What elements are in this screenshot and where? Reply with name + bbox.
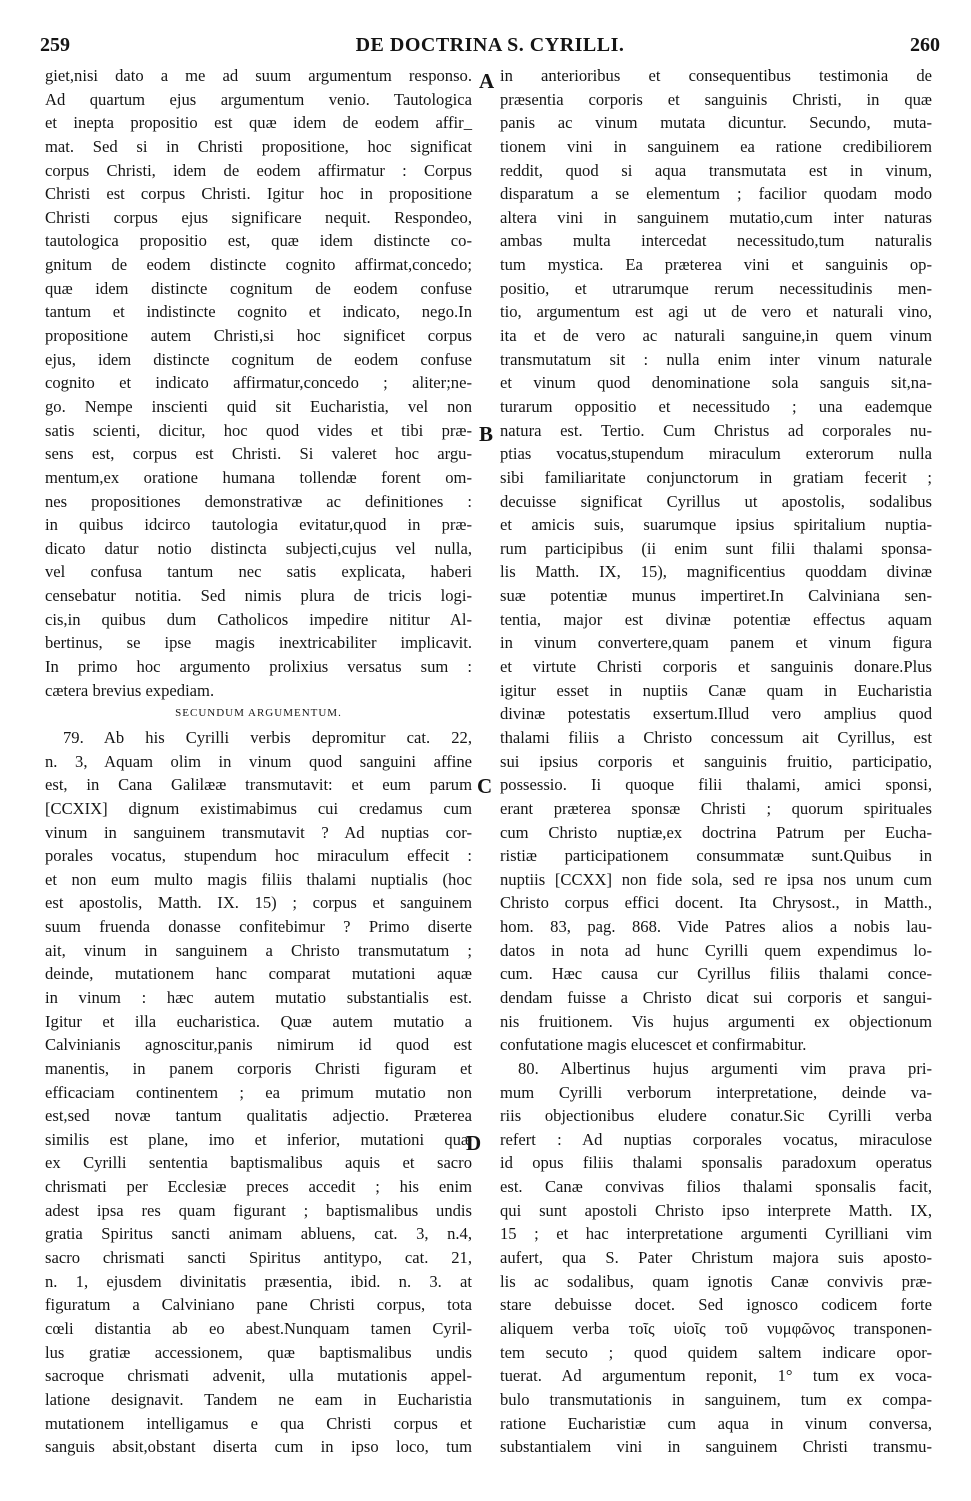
left-column-line: cognito et indicato affirmatur,concedo ; aliter;ne-	[45, 373, 472, 393]
right-column-line: tentia, major est divinæ potentiæ effectus aquam	[500, 609, 932, 629]
right-column-line: 15 ; et hac interpretatione argumenti Cyrilliani vim	[500, 1224, 932, 1244]
left-column-line: cis,in quibus dum Catholicos impedire nititur Al-	[45, 609, 472, 629]
left-column-line: Christi corpus ejus significare nequit. Respondeo,	[45, 207, 472, 227]
right-column-line: qui sunt apostoli Christo ipso interprete Matth. IX,	[500, 1200, 932, 1220]
section-marker-d: D	[466, 1131, 482, 1155]
right-column-line: nis fruitionem. Vis hujus argumenti ex objectionum	[500, 1011, 932, 1031]
left-column-line: SECUNDUM ARGUMENTUM.	[175, 707, 342, 720]
left-column-line: ejus, idem distincte cognitum de eodem confuse	[45, 349, 472, 369]
right-column-line: ristiæ participationem consummatæ sunt.Quibus in	[500, 846, 932, 866]
right-column-line: lis ac sodalibus, quam ignotis Canæ convivis præ-	[500, 1271, 932, 1291]
left-column-line: cœli distantia ab eo abest.Nunquam tamen Cyril-	[45, 1318, 472, 1338]
left-column-line: porales vocatus, stupendum hoc miraculum effecit :	[45, 846, 472, 866]
page-number-left: 259	[40, 34, 70, 56]
left-column-line: vel confusa tantum nec satis explicata, haberi	[45, 562, 472, 582]
left-column-line: censebatur notitia. Sed nimis plura de tricis logi-	[45, 586, 472, 606]
right-column-line: transmutatum sit : nulla enim inter vinum naturale	[500, 349, 932, 369]
right-column-line: riis objectionibus eludere conatur.Sic Cyrilli verba	[500, 1106, 932, 1126]
right-column-line: disparatum a se elementum ; facilior quodam modo	[500, 184, 932, 204]
right-column-line: ptias vocatus,stupendum miraculum exterorum nulla	[500, 444, 932, 464]
left-column-line: suum fruenda donasse confitebimur ? Primo diserte	[45, 917, 472, 937]
left-column-line: et inepta propositio est quæ idem de eodem affir_	[45, 113, 472, 133]
right-column-line: tuerat. Ad argumentum reponit, 1° tum ex voca-	[500, 1366, 932, 1386]
left-column-line: est,sed novæ tantum qualitatis adjectio. Præterea	[45, 1106, 472, 1126]
running-header	[40, 34, 940, 64]
left-column-line: deinde, mutationem hanc comparat mutationi aquæ	[45, 964, 472, 984]
right-column-line: cum. Hæc causa cur Cyrillus filiis thalami conce-	[500, 964, 932, 984]
right-column-line: suæ potentiæ munus impertiret.In Calviniana sen-	[500, 586, 932, 606]
left-column-line: Igitur et illa eucharistica. Quæ autem mutatio a	[45, 1011, 472, 1031]
section-marker-c: C	[477, 774, 493, 798]
right-column-line: rum participibus (ii enim sunt filii thalami sponsa-	[500, 538, 932, 558]
left-column-line: chrismati per Ecclesiæ preces accedit ; his enim	[45, 1177, 472, 1197]
right-column-line: aufert, qua S. Pater Christum majora suis aposto-	[500, 1248, 932, 1268]
left-column-line: in vinum : hæc autem mutatio substantialis est.	[45, 987, 472, 1007]
left-column-line: est apostolis, Matth. IX. 15) ; corpus et sanguinem	[45, 893, 472, 913]
left-column-line: dicato datur notio distincta subjecti,cujus vel nulla,	[45, 538, 472, 558]
left-column-line: sacro chrismati sancti Spiritus antitypo, cat. 21,	[45, 1248, 472, 1268]
right-column-line: bulo transmutationis in sanguinem, tum ex compa-	[500, 1389, 932, 1409]
right-column-line: aliquem verba τοῖς υἱοῖς τοῦ νυμφῶνος transponen-	[500, 1318, 932, 1338]
left-column-line: [CCXIX] dignum existimabimus cui credamus cum	[45, 798, 472, 818]
left-column-line: mutationem intelligamus e qua Christi corpus et	[45, 1413, 472, 1433]
right-column-line: dendam fuisse a Christo dicat sui corporis et sangui-	[500, 987, 932, 1007]
left-column-line: in quibus idcirco tautologia evitatur,quod in præ-	[45, 515, 472, 535]
right-column-line: sui ipsius corporis et sanguinis fruitio, participatio,	[500, 751, 932, 771]
right-column-line: altera vini in sanguinem mutatio,cum inter naturas	[500, 207, 932, 227]
left-column-line: go. Nempe inscienti quid sit Eucharistia, vel non	[45, 396, 472, 416]
right-column-line: igitur esset in nuptiis Canæ quam in Eucharistia	[500, 680, 932, 700]
left-column-line: n. 1, ejusdem divinitatis præsentia, ibid. n. 3. at	[45, 1271, 472, 1291]
running-title: DE DOCTRINA S. CYRILLI.	[355, 34, 625, 56]
right-column-line: id opus filiis thalami sponsalis paradoxum operatus	[500, 1153, 932, 1173]
left-column-line: lus gratiæ accessionem, quæ baptismalibus undis	[45, 1342, 472, 1362]
left-column-line: gratia Spiritus sancti animam abluens, cat. 3, n.4,	[45, 1224, 472, 1244]
left-column-line: corpus Christi, idem de eodem affirmatur : Corpus	[45, 160, 472, 180]
left-column-line: tantum et indistincte cognito et indicato, nego.In	[45, 302, 472, 322]
left-column-line: quæ idem distincte cognitum de eodem confuse	[45, 278, 472, 298]
left-column-line: mat. Sed si in Christi propositione, hoc significat	[45, 136, 472, 156]
right-column-line: et virtute Christi corporis et sanguinis donare.Plus	[500, 657, 932, 677]
left-column-line: ex Cyrilli sententia baptismalibus aquis et sacro	[45, 1153, 472, 1173]
left-column-line: cætera brevius expediam.	[45, 680, 215, 700]
left-column-line: est, in Cana Galilææ transmutavit: et eum parum	[45, 775, 472, 795]
right-column-line: substantialem vini in sanguinem Christi transmu-	[500, 1437, 932, 1457]
right-column-line: refert : Ad nuptias corporales vocatus, miraculose	[500, 1129, 932, 1149]
right-column-line: divinæ potestatis exsertum.Illud vero amplius quod	[500, 704, 932, 724]
right-column-line: positio, et utrarumque rerum necessitudinis men-	[500, 278, 932, 298]
left-column-line: sens est, corpus est Christi. Si valeret hoc argu-	[45, 444, 472, 464]
left-column	[45, 64, 472, 1459]
right-column-line: in vinum convertere,quam panem et vinum figura	[500, 633, 932, 653]
right-column-line: natura est. Tertio. Cum Christus ad corporales nu-	[500, 420, 932, 440]
left-column-line: n. 3, Aquam olim in vinum quod sanguini affine	[45, 751, 472, 771]
right-column-line: stare debuisse docet. Sed ignosco codicem forte	[500, 1295, 932, 1315]
left-column-line: nes propositiones demonstrativæ ac definitiones :	[45, 491, 472, 511]
left-column-line: mentum,ex oratione humana tollendæ forent om-	[45, 467, 472, 487]
right-column-line: tum mystica. Ea præterea vini et sanguinis op-	[500, 255, 932, 275]
left-column-line: vinum in sanguinem transmutavit ? Ad nuptias cor-	[45, 822, 472, 842]
right-column-line: tio, argumentum est agi ut de vero et naturali vino,	[500, 302, 932, 322]
left-column-line: Ad quartum ejus argumentum venio. Tautologica	[45, 89, 472, 109]
right-column-line: cum Christo nuptiæ,ex doctrina Patrum per Eucha-	[500, 822, 932, 842]
right-column-line: nuptiis [CCXX] non fide sola, sed re ipsa nos unum cum	[500, 869, 932, 889]
right-column-line: 80. Albertinus hujus argumenti vim prava pri-	[518, 1058, 932, 1078]
left-column-line: gnitum de eodem distincte cognito affirmat,concedo;	[45, 255, 472, 275]
right-column-line: est. Canæ convivas filios thalami sponsalis facit,	[500, 1177, 932, 1197]
right-column-line: sibi familiaritate conjunctorum in gratiam fecerit ;	[500, 467, 932, 487]
right-column-line: lis Matth. IX, 15), magnificentius quoddam divinæ	[500, 562, 932, 582]
section-marker-a: A	[479, 69, 495, 93]
right-column	[500, 64, 932, 1459]
left-column-line: 79. Ab his Cyrilli verbis depromitur cat. 22,	[63, 727, 472, 747]
left-column-line: Calvinianis agnoscitur,panis nimirum id quod est	[45, 1035, 472, 1055]
left-column-line: In primo hoc argumento prolixius versatus sum :	[45, 657, 472, 677]
right-column-line: ambas multa intercedat necessitudo,tum naturalis	[500, 231, 932, 251]
left-column-line: propositione autem Christi,si hoc significet corpus	[45, 326, 472, 346]
left-column-line: manentis, in panem corporis Christi figuram et	[45, 1058, 472, 1078]
right-column-line: in anterioribus et consequentibus testimonia de	[500, 66, 932, 85]
right-column-line: præsentia corporis et sanguinis Christi, in quæ	[500, 89, 932, 109]
right-column-line: hom. 83, pag. 868. Vide Patres alios a nobis lau-	[500, 917, 932, 937]
right-column-line: thalami filiis a Christo concessum ait Cyrillus, est	[500, 727, 932, 747]
left-column-line: sanguis absit,obstant diserta cum in ipso loco, tum	[45, 1437, 472, 1457]
left-column-line: et non eum multo magis filiis thalami nuptialis (hoc	[45, 869, 472, 889]
right-column-line: et vinum quod denominatione sola sanguis sit,na-	[500, 373, 932, 393]
left-column-line: bertinus, se ipse magis inextricabiliter implicavit.	[45, 633, 472, 653]
right-column-line: et amicis suis, suarumque ipsius spiritalium nuptia-	[500, 515, 932, 535]
left-column-line: tautologica propositio est, quæ idem distincte co-	[45, 231, 472, 251]
left-column-line: latione designavit. Tandem ne eam in Eucharistia	[45, 1389, 472, 1409]
right-column-line: datos in nota ad hunc Cyrilli quem expendimus lo-	[500, 940, 932, 960]
right-column-line: possessio. Ii quoque filii thalami, amici sponsi,	[500, 775, 932, 795]
right-column-line: reddit, quod si aqua transmutata est in vinum,	[500, 160, 932, 180]
right-column-line: tem secuto ; quod quidem saltem indicare opor-	[500, 1342, 932, 1362]
left-column-line: figuratum a Calviniano pane Christi corpus, tota	[45, 1295, 472, 1315]
right-column-line: decuisse significat Cyrillus ut apostolis, sodalibus	[500, 491, 932, 511]
section-marker-b: B	[479, 422, 494, 446]
left-column-line: efficaciam continentem ; ea primum mutatio non	[45, 1082, 472, 1102]
right-column-line: turarum oppositio et necessitudo ; una eademque	[500, 396, 932, 416]
left-column-line: satis scienti, dicitur, hoc quod vides et tibi præ-	[45, 420, 472, 440]
left-column-line: Christi est corpus Christi. Igitur hoc in propositione	[45, 184, 472, 204]
right-column-line: panis ac vinum mutata dicuntur. Secundo, muta-	[500, 113, 932, 133]
right-column-line: confutatione magis elucescet et confirmabitur.	[500, 1035, 807, 1055]
right-column-line: erant præterea sponsæ Christi ; quorum spirituales	[500, 798, 932, 818]
left-column-line: sacroque chrismati advenit, ulla mutationis appel-	[45, 1366, 472, 1386]
left-column-line: giet,nisi dato a me ad suum argumentum responso.	[45, 66, 472, 85]
left-column-line: similis est plane, imo et inferior, mutationi quæ	[45, 1129, 472, 1149]
right-column-line: Christo corpus effici docent. Ita Chrysost., in Matth.,	[500, 893, 932, 913]
right-column-line: ita et de vero ac naturali sanguine,in quem vinum	[500, 326, 932, 346]
right-column-line: tionem vini in sanguinem ea ratione credibiliorem	[500, 136, 932, 156]
right-column-line: ratione Eucharistiæ cum aqua in vinum conversa,	[500, 1413, 932, 1433]
left-column-line: ait, vinum in sanguinem a Christo transmutatum ;	[45, 940, 472, 960]
page-number-right: 260	[910, 34, 940, 56]
left-column-line: adest ipsa res quam figurant ; baptismalibus undis	[45, 1200, 472, 1220]
right-column-line: mum Cyrilli verborum interpretatione, deinde va-	[500, 1082, 932, 1102]
